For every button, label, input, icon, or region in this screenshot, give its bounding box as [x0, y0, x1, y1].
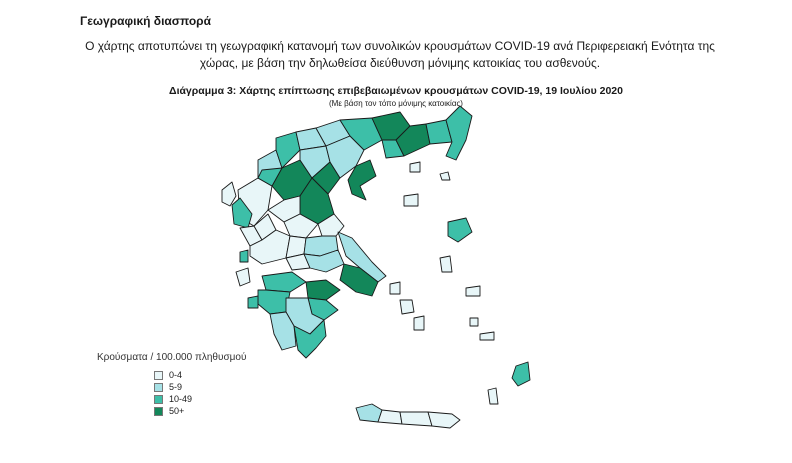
legend-swatch — [154, 395, 163, 404]
region-samothraki — [440, 172, 450, 180]
legend-swatch — [154, 407, 163, 416]
region-kerkyra — [222, 182, 236, 206]
region-lefkada — [240, 250, 248, 262]
region-zakynthos — [248, 296, 258, 308]
region-korinthia — [306, 280, 340, 300]
region-irakleio — [400, 412, 432, 426]
legend-label: 0-4 — [169, 370, 183, 380]
region-thasos — [410, 162, 420, 172]
region-chania — [356, 404, 382, 422]
region-chios — [440, 256, 452, 272]
map-legend — [97, 352, 246, 417]
region-evros — [446, 106, 472, 160]
legend-label: 10-49 — [169, 394, 193, 404]
map-subtitle: (Με βάση τον τόπο μόνιμης κατοικίας) — [329, 99, 463, 108]
legend-label: 5-9 — [169, 382, 183, 392]
legend-title: Κρούσματα / 100.000 πληθυσμού — [97, 352, 247, 363]
region-limnos — [404, 194, 418, 206]
region-kalymnos — [470, 318, 478, 326]
region-achaia — [262, 272, 306, 292]
legend-item — [154, 393, 246, 405]
region-lasithi — [428, 412, 460, 428]
map-title: Διάγραμμα 3: Χάρτης επίπτωσης επιβεβαιωμένων κρουσμάτων COVID-19, 19 Ιουλίου 2020 — [169, 85, 623, 97]
region-kyklades — [400, 300, 414, 314]
region-samos — [466, 286, 480, 296]
section-heading: Γεωγραφική διασπορά — [80, 14, 211, 28]
description-paragraph: Ο χάρτης αποτυπώνει τη γεωγραφική κατανομή των συνολικών κρουσμάτων COVID-19 ανά Περιφερειακή Ενότητα της χώρας, με βάση την δηλωθείσα διεύθυνση μόνιμης κατοικίας του ασθενούς. — [85, 39, 715, 70]
legend-item — [154, 405, 246, 417]
region-ilia — [258, 290, 290, 314]
region-lesvos — [448, 218, 472, 242]
region-kos — [480, 332, 494, 340]
region-andros — [390, 282, 400, 294]
legend-item — [154, 369, 246, 381]
legend-swatch — [154, 383, 163, 392]
region-naxos — [414, 316, 424, 330]
region-rodos — [512, 362, 530, 386]
region-kefalonia — [236, 268, 250, 286]
legend-label: 50+ — [169, 406, 185, 416]
legend-item — [154, 381, 246, 393]
region-rethymno — [378, 410, 402, 424]
legend-swatch — [154, 371, 163, 380]
region-karpathos — [488, 388, 498, 404]
